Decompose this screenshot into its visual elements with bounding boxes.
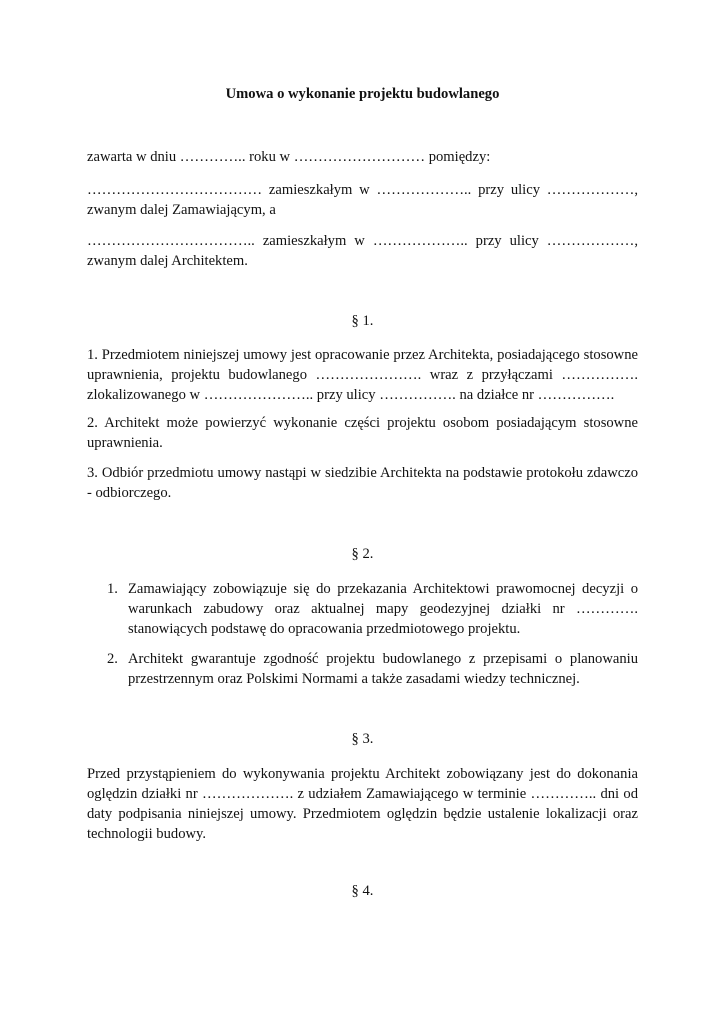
- section-1-heading: § 1.: [351, 313, 374, 329]
- section-3-paragraph: Przed przystąpieniem do wykonywania projektu Architekt zobowiązany jest do dokonania oględzin działki nr ………………. z udziałem Zamawiającego w terminie ………….. dni od daty podpisania niniejszej umowy. Przedmiotem oględzin będzie ustalenie lokalizacji oraz technologii budowy.: [87, 766, 638, 842]
- party-ordering-paragraph: ……………………………… zamieszkałym w ……………….. przy ulicy ………………, zwanym dalej Zamawiającym, a: [87, 182, 638, 218]
- list-item-text: Architekt gwarantuje zgodność projektu budowlanego z przepisami o planowaniu przestrzennym oraz Polskimi Normami a także zasadami wiedzy technicznej.: [128, 651, 638, 687]
- section-1-paragraph-2: 2. Architekt może powierzyć wykonanie części projektu osobom posiadającym stosowne uprawnienia.: [87, 415, 638, 451]
- section-2-heading: § 2.: [351, 546, 374, 562]
- section-2-list-item: [107, 579, 638, 639]
- section-3-heading: § 3.: [351, 731, 374, 747]
- document-title: Umowa o wykonanie projektu budowlanego: [225, 86, 500, 102]
- section-1-paragraph-1: 1. Przedmiotem niniejszej umowy jest opracowanie przez Architekta, posiadającego stosowne uprawnienia, projektu budowlanego …………………. wraz z przyłączami ……………. zlokalizowanego w ………………….. przy ulicy ……………. na działce nr …………….: [87, 347, 638, 403]
- section-2-list-item: [107, 649, 638, 689]
- list-item-number: 1.: [107, 581, 118, 597]
- list-item-text: Zamawiający zobowiązuje się do przekazania Architektowi prawomocnej decyzji o warunkach zabudowy oraz aktualnej mapy geodezyjnej działki nr …………. stanowiących podstawę do opracowania przedmiotowego projektu.: [128, 581, 638, 637]
- intro-paragraph: zawarta w dniu ………….. roku w ……………………… pomiędzy:: [87, 149, 491, 165]
- section-4-heading: § 4.: [351, 883, 374, 899]
- party-architect-paragraph: …………………………….. zamieszkałym w ……………….. przy ulicy ………………, zwanym dalej Architektem.: [87, 233, 638, 269]
- list-item-number: 2.: [107, 651, 118, 667]
- section-1-paragraph-3: 3. Odbiór przedmiotu umowy nastąpi w siedzibie Architekta na podstawie protokołu zdawczo - odbiorczego.: [87, 465, 638, 501]
